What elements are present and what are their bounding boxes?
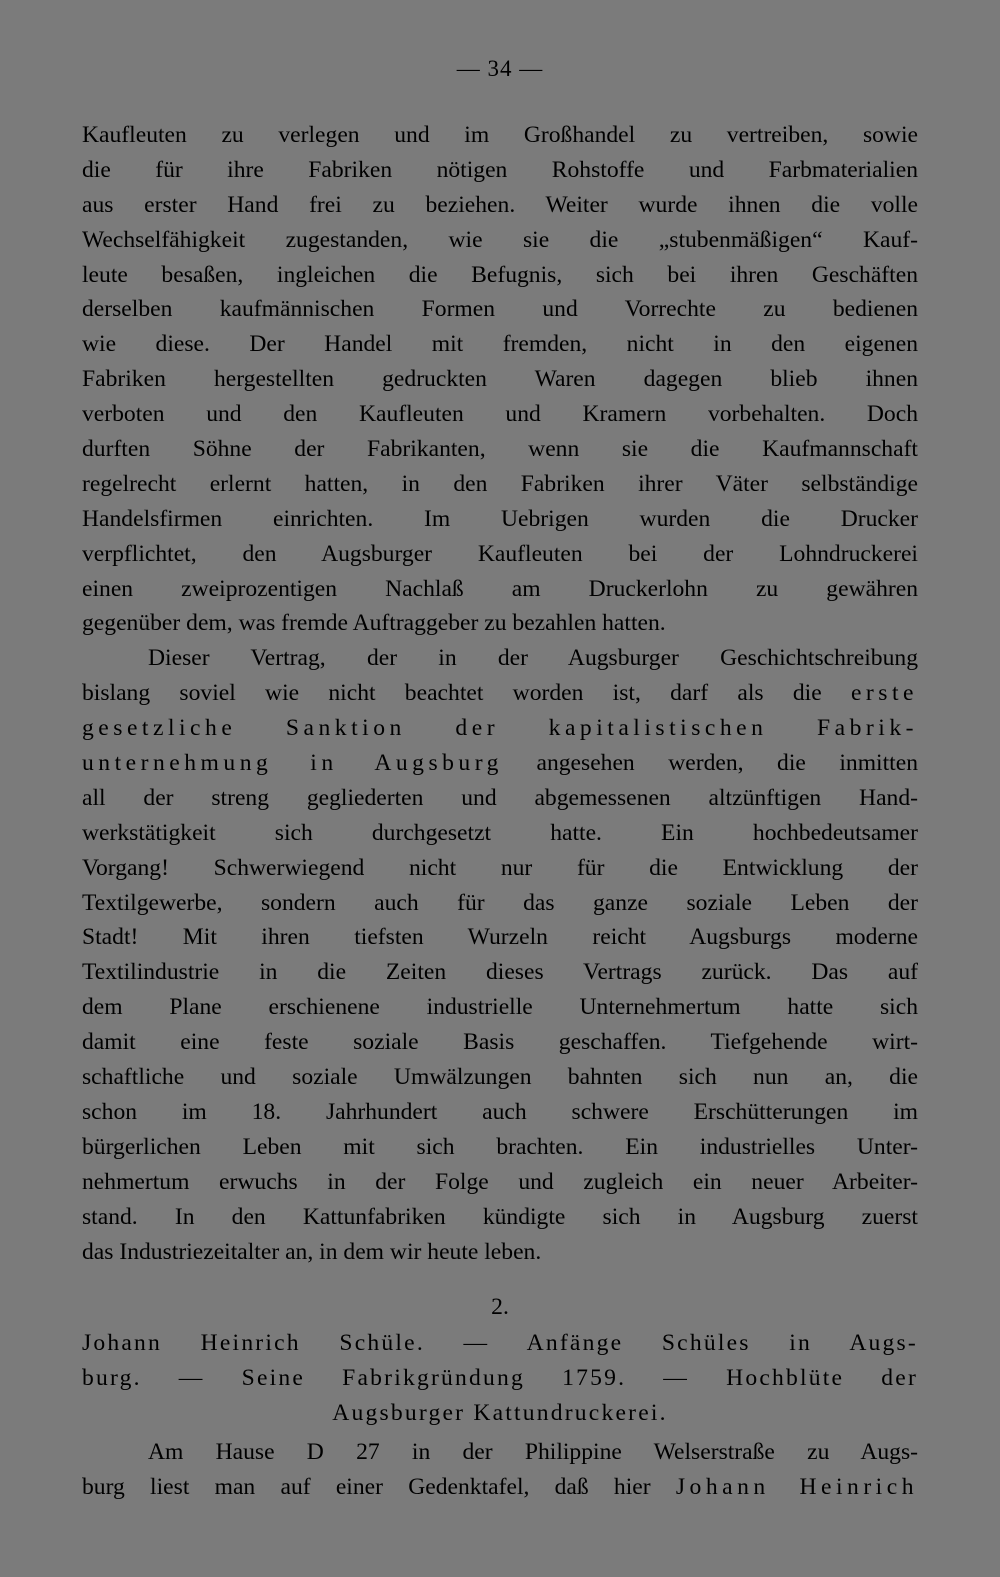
paragraph-1-line: derselben kaufmännischen Formen und Vorrechte zu bedienen (82, 296, 918, 323)
paragraph-2-line: nehmertum erwuchs in der Folge und zugleich ein neuer Arbeiter- (82, 1168, 918, 1195)
paragraph-1-line: durften Söhne der Fabrikanten, wenn sie die Kaufmannschaft (82, 436, 918, 463)
paragraph-1-line: gegenüber dem, was fremde Auftraggeber zu bezahlen hatten. (82, 610, 666, 637)
section-heading-line: burg. — Seine Fabrikgründung 1759. — Hochblüte der (82, 1364, 918, 1391)
text-run: burg liest man auf einer Gedenktafel, daß hier (82, 1473, 651, 1500)
paragraph-1-line: Kaufleuten zu verlegen und im Großhandel zu vertreiben, sowie (82, 122, 918, 148)
section-heading-line: Augsburger Kattundruckerei. (332, 1399, 668, 1426)
paragraph-2-line: schon im 18. Jahrhundert auch schwere Erschütterungen im (82, 1098, 918, 1125)
paragraph-1-line: Wechselfähigkeit zugestanden, wie sie die „stubenmäßigen“ Kauf- (82, 226, 918, 253)
emphasized-text: unternehmung in Augsburg (82, 750, 503, 777)
paragraph-1-line: aus erster Hand frei zu beziehen. Weiter wurde ihnen die volle (82, 191, 918, 218)
paragraph-1-line: verboten und den Kaufleuten und Kramern vorbehalten. Doch (82, 401, 918, 428)
page-number: — 34 — (456, 56, 544, 81)
paragraph-1-line: regelrecht erlernt hatten, in den Fabriken ihrer Väter selbständige (82, 470, 918, 497)
paragraph-2-line: bürgerlichen Leben mit sich brachten. Ein industrielles Unter- (82, 1133, 918, 1160)
paragraph-2-line: Vorgang! Schwerwiegend nicht nur für die Entwicklung der (82, 854, 918, 881)
paragraph-2-rest (82, 781, 918, 1269)
text-run: angesehen werden, die inmitten (536, 750, 918, 777)
paragraph-1 (82, 118, 918, 641)
paragraph-1-line: wie diese. Der Handel mit fremden, nicht in den eigenen (82, 331, 918, 358)
paragraph-2-line: Dieser Vertrag, der in der Augsburger Geschichtschreibung (148, 645, 918, 672)
paragraph-2-line (82, 746, 918, 781)
section-2 (82, 1290, 918, 1504)
paragraph-2-line (82, 676, 918, 711)
emphasized-text: erste (850, 680, 918, 707)
paragraph-2 (82, 641, 918, 1269)
paragraph-1-line: Fabriken hergestellten gedruckten Waren dagegen blieb ihnen (82, 366, 918, 393)
section-heading-line: Johann Heinrich Schüle. — Anfänge Schüles in Augs- (82, 1330, 918, 1356)
paragraph-2-line: stand. In den Kattunfabriken kündigte sich in Augsburg zuerst (82, 1203, 918, 1230)
paragraph-2-line: dem Plane erschienene industrielle Unternehmertum hatte sich (82, 994, 918, 1021)
paragraph-2-line: all der streng gegliederten und abgemessenen altzünftigen Hand- (82, 784, 918, 811)
paragraph-1-line: einen zweiprozentigen Nachlaß am Druckerlohn zu gewähren (82, 575, 918, 602)
paragraph-1-line: die für ihre Fabriken nötigen Rohstoffe und Farbmaterialien (82, 156, 918, 183)
paragraph-2-line: Textilindustrie in die Zeiten dieses Vertrags zurück. Das auf (82, 959, 918, 986)
paragraph-2-line: schaftliche und soziale Umwälzungen bahnten sich nun an, die (82, 1064, 918, 1091)
paragraph-1-line: leute besaßen, ingleichen die Befugnis, sich bei ihren Geschäften (82, 261, 918, 288)
section-number: 2. (491, 1294, 509, 1320)
paragraph-2-line: Textilgewerbe, sondern auch für das ganze soziale Leben der (82, 889, 918, 916)
body-text (82, 118, 918, 1269)
section-paragraph-line (82, 1470, 918, 1505)
paragraph-1-line: Handelsfirmen einrichten. Im Uebrigen wurden die Drucker (82, 505, 918, 532)
paragraph-2-line: Stadt! Mit ihren tiefsten Wurzeln reicht Augsburgs moderne (82, 924, 918, 951)
emphasized-text: Johann Heinrich (675, 1473, 918, 1500)
text-run: bislang soviel wie nicht beachtet worden ist, darf als die (82, 680, 822, 707)
section-paragraph-line: Am Hause D 27 in der Philippine Welserstraße zu Augs- (148, 1438, 918, 1465)
paragraph-1-line: verpflichtet, den Augsburger Kaufleuten bei der Lohndruckerei (82, 540, 918, 567)
paragraph-2-line: damit eine feste soziale Basis geschaffen. Tiefgehende wirt- (82, 1029, 918, 1056)
paragraph-2-line: werkstätigkeit sich durchgesetzt hatte. Ein hochbedeutsamer (82, 819, 918, 846)
emphasized-line: gesetzliche Sanktion der kapitalistischen Fabrik- (82, 715, 918, 742)
section-heading (82, 1326, 918, 1431)
paragraph-2-line: das Industriezeitalter an, in dem wir heute leben. (82, 1238, 542, 1265)
